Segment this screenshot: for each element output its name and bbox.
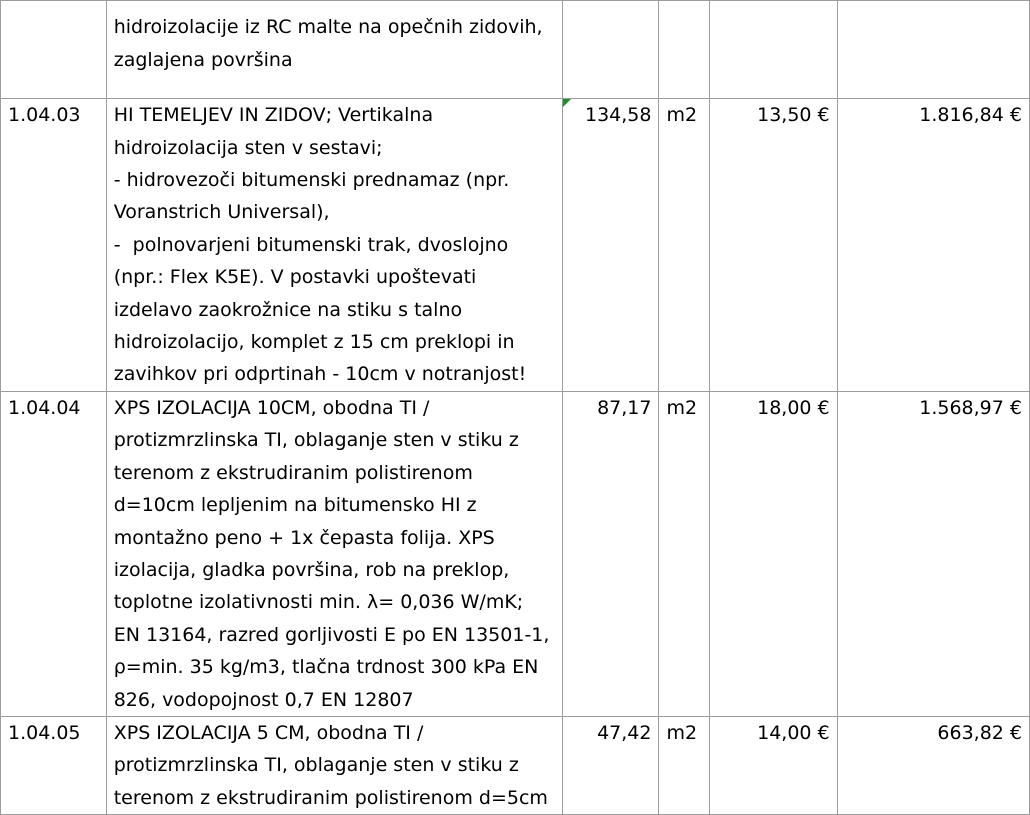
cell-unit-price[interactable]: [709, 1, 837, 99]
description-line: ρ=min. 35 kg/m3, tlačna trdnost 300 kPa EN: [113, 656, 539, 679]
table-row: [1, 391, 1030, 716]
description-line: d=10cm lepljenim na bitumensko HI z: [113, 494, 477, 517]
description-line: zavihkov pri odprtinah - 10cm v notranjost!: [113, 363, 527, 386]
description-line: (npr.: Flex K5E). V postavki upoštevati: [113, 266, 477, 289]
cell-quantity[interactable]: [562, 1, 659, 99]
cell-unit[interactable]: [659, 1, 709, 99]
description-line: HI TEMELJEV IN ZIDOV; Vertikalna: [113, 104, 434, 127]
cell-total[interactable]: 663,82 €: [837, 716, 1029, 814]
description-line: toplotne izolativnosti min. λ= 0,036 W/mK;: [113, 591, 524, 614]
cell-quantity[interactable]: 47,42: [562, 716, 659, 814]
cell-description[interactable]: [106, 99, 562, 392]
cell-unit-price[interactable]: 18,00 €: [709, 391, 837, 716]
cell-quantity[interactable]: 87,17: [562, 391, 659, 716]
cell-total[interactable]: 1.568,97 €: [837, 391, 1029, 716]
description-line: terenom z ekstrudiranim polistirenom: [113, 461, 473, 484]
description-line: EN 13164, razred gorljivosti E po EN 13501-1,: [113, 623, 550, 646]
table-row: [1, 1, 1030, 99]
cell-unit-price[interactable]: 13,50 €: [709, 99, 837, 392]
description-line: hidroizolacija sten v sestavi;: [113, 136, 383, 159]
table-row: [1, 716, 1030, 814]
table-row: [1, 99, 1030, 392]
description-line: XPS IZOLACIJA 5 CM, obodna TI /: [113, 721, 424, 744]
description-line: Voranstrich Universal),: [113, 201, 330, 224]
description-line: XPS IZOLACIJA 10CM, obodna TI /: [113, 396, 430, 419]
description-line: protizmrzlinska TI, oblaganje sten v stiku z: [113, 429, 519, 452]
cell-unit-price[interactable]: 14,00 €: [709, 716, 837, 814]
cell-description[interactable]: [106, 716, 562, 814]
cell-unit[interactable]: m2: [659, 99, 709, 392]
description-line: hidroizolacije iz RC malte na opečnih zidovih,: [113, 16, 543, 39]
description-line: 826, vodopojnost 0,7 EN 12807: [113, 688, 414, 711]
cell-code[interactable]: 1.04.05: [1, 716, 107, 814]
cell-code[interactable]: 1.04.03: [1, 99, 107, 392]
comment-indicator-icon[interactable]: [563, 99, 571, 107]
description-line: - polnovarjeni bitumenski trak, dvoslojno: [113, 233, 509, 256]
cell-code[interactable]: 1.04.04: [1, 391, 107, 716]
description-line: protizmrzlinska TI, oblaganje sten v stiku z: [113, 754, 519, 777]
description-line: izdelavo zaokrožnice na stiku s talno: [113, 298, 463, 321]
cell-total[interactable]: 1.816,84 €: [837, 99, 1029, 392]
cell-total[interactable]: [837, 1, 1029, 99]
cell-unit[interactable]: m2: [659, 716, 709, 814]
description-line: [114, 0, 555, 11]
description-line: zaglajena površina: [113, 48, 293, 71]
description-line: hidroizolacijo, komplet z 15 cm preklopi in: [113, 331, 515, 354]
cell-quantity[interactable]: 134,58: [562, 99, 659, 392]
cell-unit[interactable]: m2: [659, 391, 709, 716]
cell-description[interactable]: [106, 391, 562, 716]
cell-description[interactable]: [106, 1, 562, 99]
cell-code[interactable]: [1, 1, 107, 99]
description-line: - hidrovezoči bitumenski prednamaz (npr.: [113, 169, 510, 192]
description-line: izolacija, gladka površina, rob na preklop,: [113, 558, 510, 581]
description-line: terenom z ekstrudiranim polistirenom d=5cm: [113, 786, 548, 809]
description-line: montažno peno + 1x čepasta folija. XPS: [113, 526, 495, 549]
